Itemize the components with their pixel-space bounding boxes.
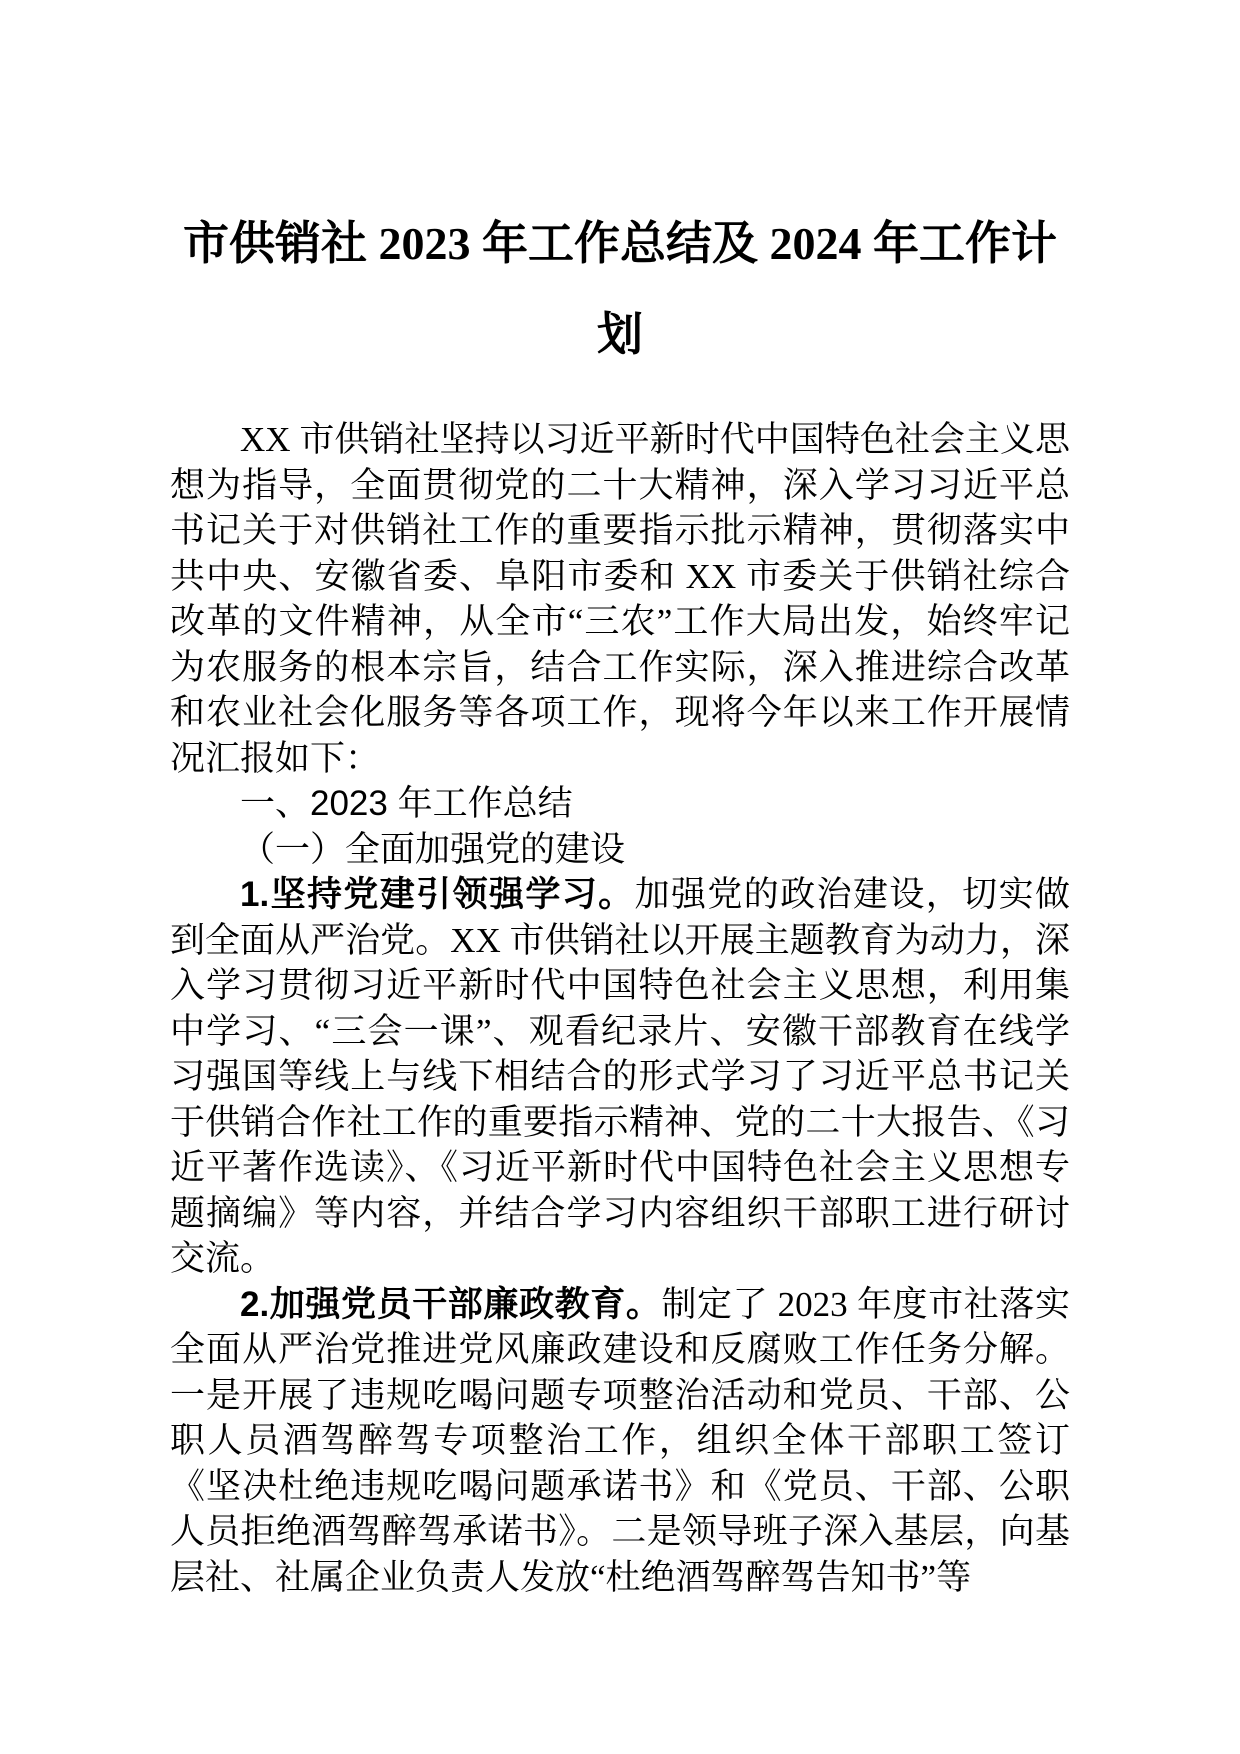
subsection-heading-party-building: （一）全面加强党的建设 [240,829,626,869]
paragraph-item-1-text: 加强党的政治建设，切实做到全面从严治党。XX 市供销社以开展主题教育为动力，深入学习贯彻习近平新时代中国特色社会主义思想，利用集中学习、“三会一课”、观看纪录片、安徽干部教育在线学习强国等线上与线下相结合的形式学习了习近平总书记关于供销合作社工作的重要指示精神、党的二十大报告、《习近平著作选读》、《习近平新时代中国特色社会主义思想专题摘编》等内容，并结合学习内容组织干部职工进行研讨交流。 [170,875,1070,1278]
paragraph-item-2-lead: 2.加强党员干部廉政教育。 [240,1284,662,1324]
paragraph-item-2-text: 制定了 2023 年度市社落实全面从严治党推进党风廉政建设和反腐败工作任务分解。一是开展了违规吃喝问题专项整治活动和党员、干部、公职人员酒驾醉驾专项整治工作，组织全体干部职工签订《坚决杜绝违规吃喝问题承诺书》和《党员、干部、公职人员拒绝酒驾醉驾承诺书》。二是领导班子深入基层，向基层社、社属企业负责人发放“杜绝酒驾醉驾告知书”等 [170,1284,1070,1597]
paragraph-item-2 [170,1282,1070,1601]
intro-paragraph: XX 市供销社坚持以习近平新时代中国特色社会主义思想为指导，全面贯彻党的二十大精神，深入学习习近平总书记关于对供销社工作的重要指示批示精神，贯彻落实中共中央、安徽省委、阜阳市委和 XX 市委关于供销社综合改革的文件精神，从全市“三农”工作大局出发，始终牢记为农服务的根本宗旨，结合工作实际，深入推进综合改革和农业社会化服务等各项工作，现将今年以来工作开展情况汇报如下： [170,420,1070,778]
paragraph-item-1-lead: 1.坚持党建引领强学习。 [240,875,635,914]
paragraph-item-1 [170,872,1070,1282]
section-heading-2023-work-summary: 一、2023 年工作总结 [240,784,573,823]
document-title: 市供销社 2023 年工作总结及 2024 年工作计划 [183,218,1057,360]
